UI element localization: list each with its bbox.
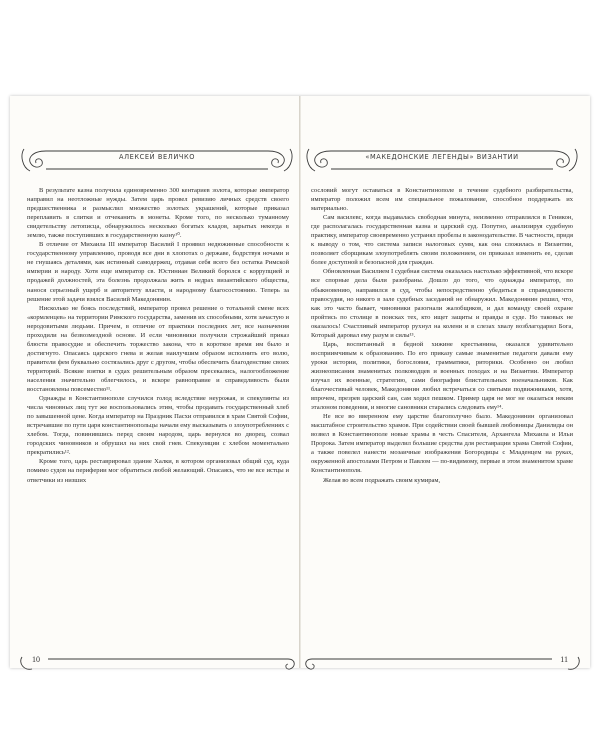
paragraph: В отличие от Михаила III император Василий I проявил недюжинные способности к государственному управлению, проводя все дни в хлопотах о державе, бодрствуя ночами и не гнушаясь деталями, как истинный самодержец, отдавая себя всего без остатка Римской империи и народу. Хотя еще император св. Юстиниан Великий боролся с коррупцией и продажей должностей, эта болезнь продолжала жить в недрах византийского общества, нанося серьезный ущерб и авторитету власти, и народному благосостоянию. Теперь за решение этой задачи взялся Василий Македонянин. xyxy=(27,241,289,303)
left-page-body xyxy=(27,186,289,485)
right-page-footer xyxy=(302,653,582,675)
left-running-header: АЛЕКСЕЙ ВЕЛИЧКО xyxy=(118,153,196,161)
left-page-header xyxy=(18,145,296,175)
paragraph: Однажды в Константинополе случился голод вследствие неурожая, и спекулянты из числа чиновных лиц тут же воспользовались этим, чтобы продавать государственный хлеб по завышенной цене. Когда император на Праздник Пасхи отправился в храм Святой Софии, встречавшие по пути царя константинопольцы начали ему высказывать о злоупотреблениях с хлебом. Тогда, повинившись перед своим народом, царь вернулся во дворец, созвал городских чиновников и обрушил на них свой гнев. Спекуляции с хлебом моментально прекратились¹². xyxy=(27,395,289,457)
paragraph: Сам василевс, когда выдавалась свободная минута, неизменно отправлялся в Геникон, где располагалась государственная казна и царский суд. Попутно, анализируя судебную практику, император своевременно устранял пробелы в законодательстве. В частности, придя к выводу о том, что система записи налоговых сумм, как она сложилась в Византии, позволяет сборщикам злоупотреблять своим положением, он приказал изменить ее, сделав более доступной и безопасной для граждан. xyxy=(311,214,573,267)
paragraph: В результате казна получила единовременно 300 кентариев золота, которые император направил на неотложные нужды. Затем царь провел ревизию личных средств своего предшественника и размыслил множество золотых украшений, которые приказал переплавить в слитки и отчеканить в монеты. Кроме того, по несколько туманному свидетельству летописца, обнаружилось несколько богатых кладов, зарытых некогда в землю, также поступивших в государственную казну¹⁰. xyxy=(27,187,289,240)
paragraph: Обновленная Василием I судебная система оказалась настолько эффективной, что вскоре все спорные дела были разобраны. Дошло до того, что однажды император, по обыкновению, направился в суд, чтобы непосредственно убедиться в справедливости правосудия, но никого в зале судебных заседаний не обнаружил. Македонянин решил, что, как это часто бывает, чиновники разогнали жалобщиков, и дал команду своей охране пройтись по столице в поисках тех, кто ищет защиты и правды в суде. Но таковых не оказалось! Счастливый император рухнул на колени и в слезах хвалу возблагодарил Бога, Который даровал ему разум и силы¹³. xyxy=(311,268,573,339)
page-number: 11 xyxy=(560,655,568,664)
footer-ornament-icon xyxy=(18,653,298,675)
paragraph: Желая во всем подражать своим кумирам, xyxy=(323,476,441,484)
left-page-footer xyxy=(18,653,298,675)
page-number: 10 xyxy=(32,655,40,664)
right-running-header: «МАКЕДОНСКИЕ ЛЕГЕНДЫ» ВИЗАНТИИ xyxy=(365,153,519,161)
paragraph: Не все во вверенном ему царстве благополучно было. Македонянин организовал масштабное строительство храмов. При содействии своей бывшей любовницы Данилиды он возвел в Константинополе новые храмы в честь Спасителя, Архангела Михаила и Ильи Пророка. Затем император выделил большие средства для реставрации храма Святой Софии, а также повелел нанести мозаичные изображения Богородицы с Младенцем на руках, окруженной апостолами Петром и Павлом — по-видимому, первые в этом знаменитом храме Константинополя. xyxy=(311,413,573,475)
paragraph: Кроме того, царь реставрировал здание Халки, в котором организовал общий суд, куда помимо судов на периферии мог обратиться любой желающий. Опасаясь, что не все истцы и ответчики из низших xyxy=(27,458,289,484)
paragraph: сословий могут оставаться в Константинополе в течение судебного разбирательства, император положил всем им специальное пожалование, способное поддержать их материально. xyxy=(311,187,573,213)
paragraph: Нисколько не боясь последствий, император провел решение о тотальной смене всех «кормленцев» на территории Римского государства, заменив их способными, хотя зачастую и неродовитыми людьми. Причем, в отличие от практики последних лет, все назначения проходили на безвозмездной основе. И если чиновники получили строжайший приказ блюсти правосудие и обеспечить торжество закона, что в короткое время им было и достигнуто. Опасаясь царского гнева и желая наилучшим образом исполнить его волю, правители фем буквально состязались друг с другом, чтобы обеспечить благоденствие своих территорий. Всякие взятки в судах решительным образом пресекались, налогообложение населения значительно облегчилось, и вскоре равноправие и справедливость были восстановлены повсеместно¹¹. xyxy=(27,304,289,394)
paragraph: Царь, воспитанный в бедной хижине крестьянина, оказался удивительно восприимчивым к образованию. По его приказу самые знаменитые педагоги давали ему уроки истории, политики, богословия, грамматики, риторики. Особенно он любил жизнеописания знаменитых полководцев и военных походах и на Византии. Император изучал их военные, стратегию, сами биографии блистательных военачальников. Как благочестивый человек, Македонянин любил встречаться со святыми подвижниками, хотя, впрочем, презрев царский сан, сам ходил пешком. Пример царя не мог не оказаться неким эталоном поведения, и многие сановники старались следовать ему¹⁴. xyxy=(311,340,573,412)
footer-ornament-icon xyxy=(302,653,582,675)
right-page-header xyxy=(303,145,581,175)
book-gutter xyxy=(299,96,301,668)
right-page-body xyxy=(311,186,573,485)
